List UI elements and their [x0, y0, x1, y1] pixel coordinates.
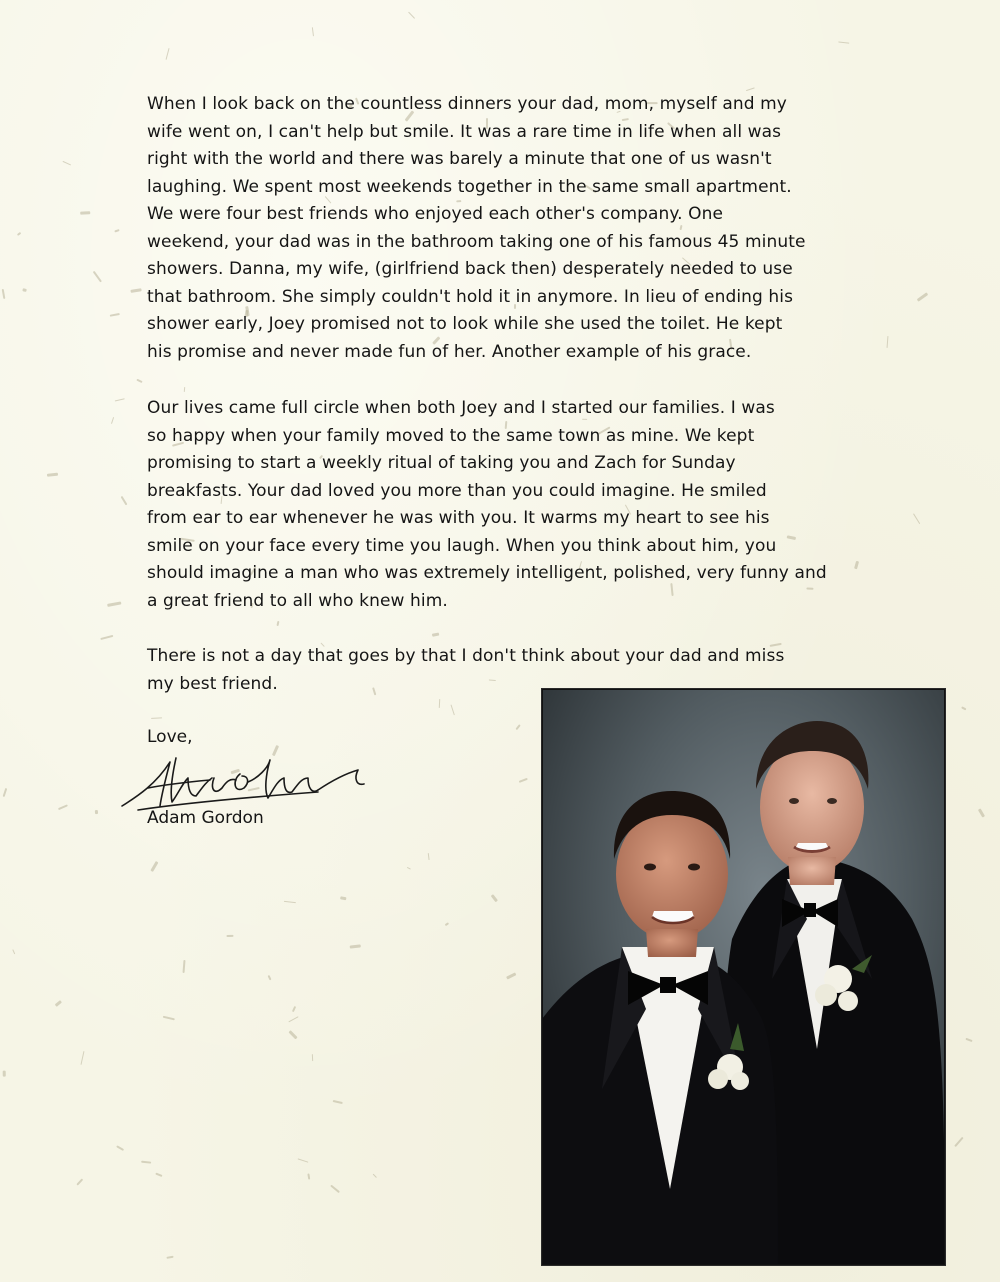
letter-line: that bathroom. She simply couldn't hold it in anymore. In lieu of ending his	[147, 286, 794, 307]
letter-line: wife went on, I can't help but smile. It was a rare time in life when all was	[147, 121, 782, 142]
letter-line: There is not a day that goes by that I don't think about your dad and miss	[147, 646, 785, 666]
letter-line: his promise and never made fun of her. Another example of his grace.	[147, 341, 752, 362]
letter-line: laughing. We spent most weekends together in the same small apartment.	[147, 176, 792, 197]
letter-line: Our lives came full circle when both Joey and I started our families. I was	[147, 398, 775, 418]
letter-line: showers. Danna, my wife, (girlfriend back then) desperately needed to use	[147, 259, 793, 279]
letter-line: from ear to ear whenever he was with you. It warms my heart to see his	[147, 508, 770, 528]
letter-line: shower early, Joey promised not to look while she used the toilet. He kept	[147, 314, 783, 334]
portrait-photo	[542, 689, 945, 1265]
closing-salutation: Love,	[147, 727, 193, 747]
letter-paragraph-2	[147, 395, 867, 615]
letter-line: weekend, your dad was in the bathroom taking one of his famous 45 minute	[147, 231, 806, 252]
letter-line: We were four best friends who enjoyed each other's company. One	[147, 204, 724, 224]
letter-line: When I look back on the countless dinners your dad, mom, myself and my	[147, 94, 787, 114]
letter-line: breakfasts. Your dad loved you more than you could imagine. He smiled	[147, 480, 767, 501]
letter-line: my best friend.	[147, 673, 278, 694]
portrait-photo-icon	[542, 689, 945, 1265]
letter-line: should imagine a man who was extremely intelligent, polished, very funny and	[147, 563, 827, 583]
letter-line: so happy when your family moved to the same town as mine. We kept	[147, 425, 755, 446]
letter-line: smile on your face every time you laugh. When you think about him, you	[147, 535, 777, 556]
letter-line: a great friend to all who knew him.	[147, 590, 448, 611]
letter-line: promising to start a weekly ritual of taking you and Zach for Sunday	[147, 453, 736, 473]
signer-name: Adam Gordon	[147, 808, 264, 828]
handwritten-signature	[118, 748, 378, 813]
letter-line: right with the world and there was barely a minute that one of us wasn't	[147, 149, 772, 169]
letter-paragraph-1	[147, 91, 867, 366]
